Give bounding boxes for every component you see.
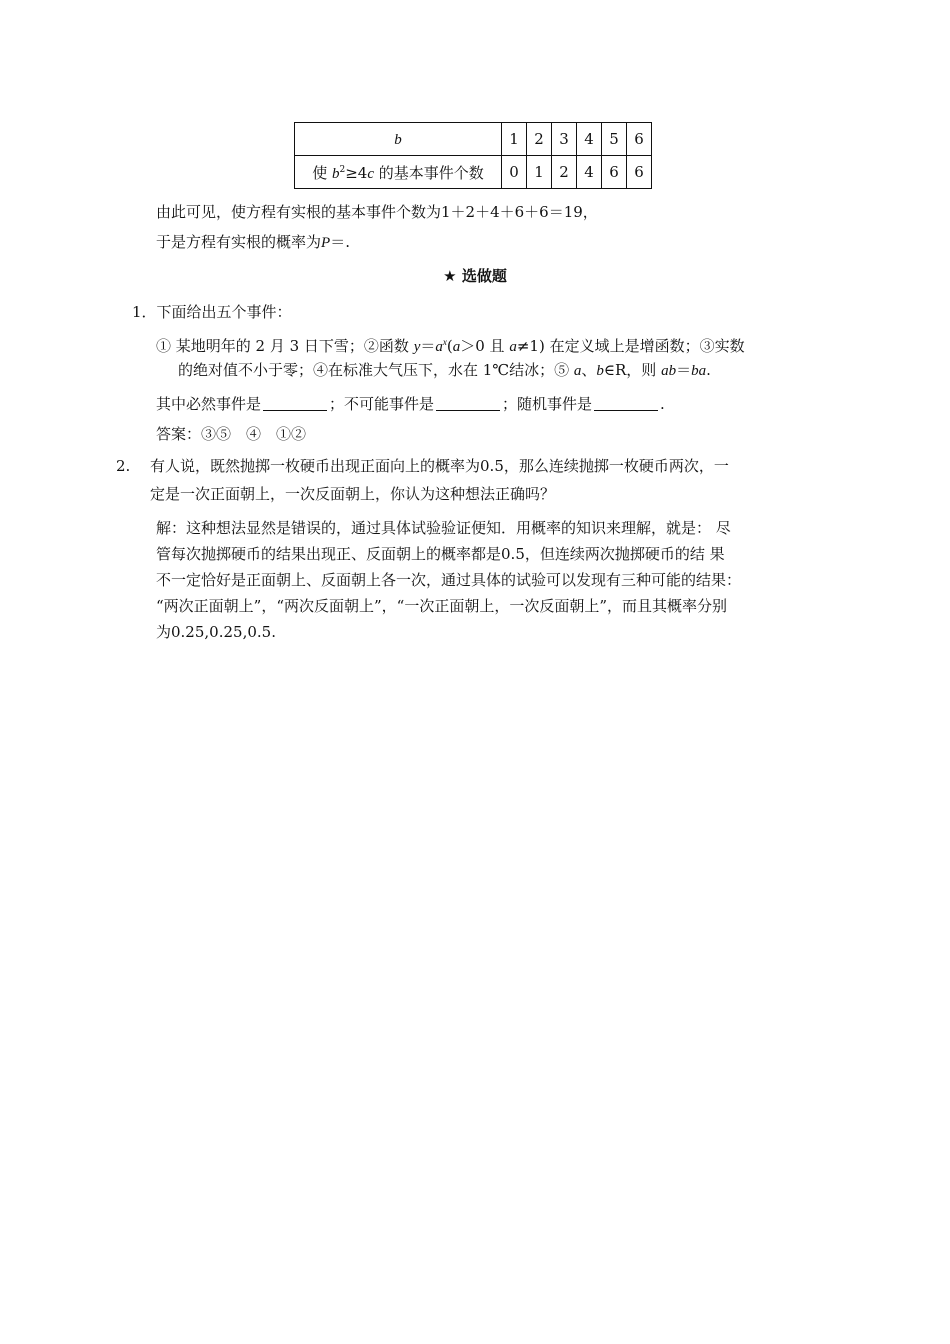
basic-event-table bbox=[294, 122, 652, 189]
item-text: ① 某地明年的 2 月 3 日下雪；②函数 bbox=[156, 337, 414, 355]
fill-text: ；不可能事件是 bbox=[329, 395, 435, 413]
question-2-line-2: 定是一次正面朝上，一次反面朝上，你认为这种想法正确吗？ bbox=[150, 485, 556, 503]
table-header-count bbox=[295, 156, 502, 189]
question-2-solution-line-4: “两次正面朝上”，“两次反面朝上”，“一次正面朝上，一次反面朝上”，而且其概率分别 bbox=[156, 597, 728, 615]
table-cell: 5 bbox=[602, 123, 627, 156]
question-2-solution-line-5: 为0.25,0.25,0.5. bbox=[156, 623, 276, 641]
item-text: . bbox=[706, 361, 711, 379]
question-1-items-line-1 bbox=[156, 332, 745, 357]
fill-text: ；随机事件是 bbox=[502, 395, 593, 413]
item-text: ≠1) 在定义域上是增函数；③实数 bbox=[516, 337, 745, 355]
label-mid: ≥4 bbox=[345, 163, 368, 182]
section-heading bbox=[0, 266, 950, 286]
label-suffix: 的基本事件个数 bbox=[374, 163, 484, 182]
variable-b: b bbox=[596, 363, 604, 379]
variable-a: a bbox=[573, 363, 582, 379]
variable-y: y bbox=[413, 339, 421, 355]
table-cell: 2 bbox=[552, 156, 577, 189]
exponent: 2 bbox=[339, 164, 346, 175]
section-title: 选做题 bbox=[461, 267, 507, 285]
item-text: ＞0 且 bbox=[460, 337, 510, 355]
table-cell: 0 bbox=[502, 156, 527, 189]
table-cell: 1 bbox=[527, 156, 552, 189]
question-number: 1． bbox=[132, 303, 157, 321]
table-cell: 4 bbox=[577, 123, 602, 156]
solution-text: ＝. bbox=[330, 233, 350, 251]
question-2-solution-line-2: 管每次抛掷硬币的结果出现正、反面朝上的概率都是0.5，但连续两次抛掷硬币的结 果 bbox=[156, 545, 725, 563]
question-1-items-line-2 bbox=[178, 360, 711, 381]
table-cell: 6 bbox=[602, 156, 627, 189]
label-prefix: 使 bbox=[312, 163, 332, 182]
item-text: ∈R，则 bbox=[603, 361, 662, 379]
variable-ab: ab bbox=[661, 363, 677, 379]
item-text: ＝ bbox=[676, 361, 692, 379]
solution-line-2 bbox=[156, 232, 350, 253]
fill-text: . bbox=[660, 395, 665, 413]
variable-b: b bbox=[394, 131, 402, 148]
question-text: 下面给出五个事件： bbox=[156, 303, 292, 321]
exponent: x bbox=[442, 337, 447, 347]
question-2-solution-line-3: 不一定恰好是正面朝上、反面朝上各一次，通过具体的试验可以发现有三种可能的结果： bbox=[156, 571, 742, 589]
variable-a: a bbox=[509, 339, 517, 355]
variable-c: c bbox=[367, 165, 375, 182]
table-cell: 4 bbox=[577, 156, 602, 189]
question-2-solution-line-1: 解：这种想法显然是错误的，通过具体试验验证便知．用概率的知识来理解，就是： 尽 bbox=[156, 519, 731, 537]
question-1-answer: 答案：③⑤ ④ ①② bbox=[156, 425, 307, 443]
fill-text: 其中必然事件是 bbox=[156, 395, 262, 413]
table-cell: 6 bbox=[627, 156, 652, 189]
variable-a: a bbox=[435, 339, 443, 355]
question-2-line-1: 有人说，既然抛掷一枚硬币出现正面向上的概率为0.5，那么连续抛掷一枚硬币两次，一 bbox=[150, 457, 729, 475]
table-cell: 1 bbox=[502, 123, 527, 156]
solution-line-1: 由此可见，使方程有实根的基本事件个数为1＋2＋4＋6＋6＝19， bbox=[156, 203, 598, 221]
star-icon: ★ bbox=[443, 267, 457, 285]
question-1-stem bbox=[132, 302, 292, 322]
table-cell: 2 bbox=[527, 123, 552, 156]
variable-p: P bbox=[321, 235, 331, 251]
solution-text: 于是方程有实根的概率为 bbox=[156, 233, 322, 251]
answer-blank bbox=[263, 396, 327, 411]
table-row-counts bbox=[295, 156, 652, 189]
question-1-fill-blanks bbox=[156, 394, 665, 414]
item-text: ( bbox=[446, 337, 453, 355]
variable-b: b bbox=[331, 165, 340, 182]
answer-blank bbox=[594, 396, 658, 411]
question-2-number: 2. bbox=[116, 457, 131, 475]
item-text: 的绝对值不小于零；④在标准大气压下，水在 1℃结冰；⑤ bbox=[178, 361, 574, 379]
item-text: 、 bbox=[581, 361, 597, 379]
answer-blank bbox=[436, 396, 500, 411]
variable-ba: ba bbox=[691, 363, 707, 379]
table-header-b bbox=[295, 123, 502, 156]
table-cell: 6 bbox=[627, 123, 652, 156]
table-cell: 3 bbox=[552, 123, 577, 156]
item-text: ＝ bbox=[420, 337, 436, 355]
table-row-b-values bbox=[295, 123, 652, 156]
variable-a: a bbox=[452, 339, 461, 355]
